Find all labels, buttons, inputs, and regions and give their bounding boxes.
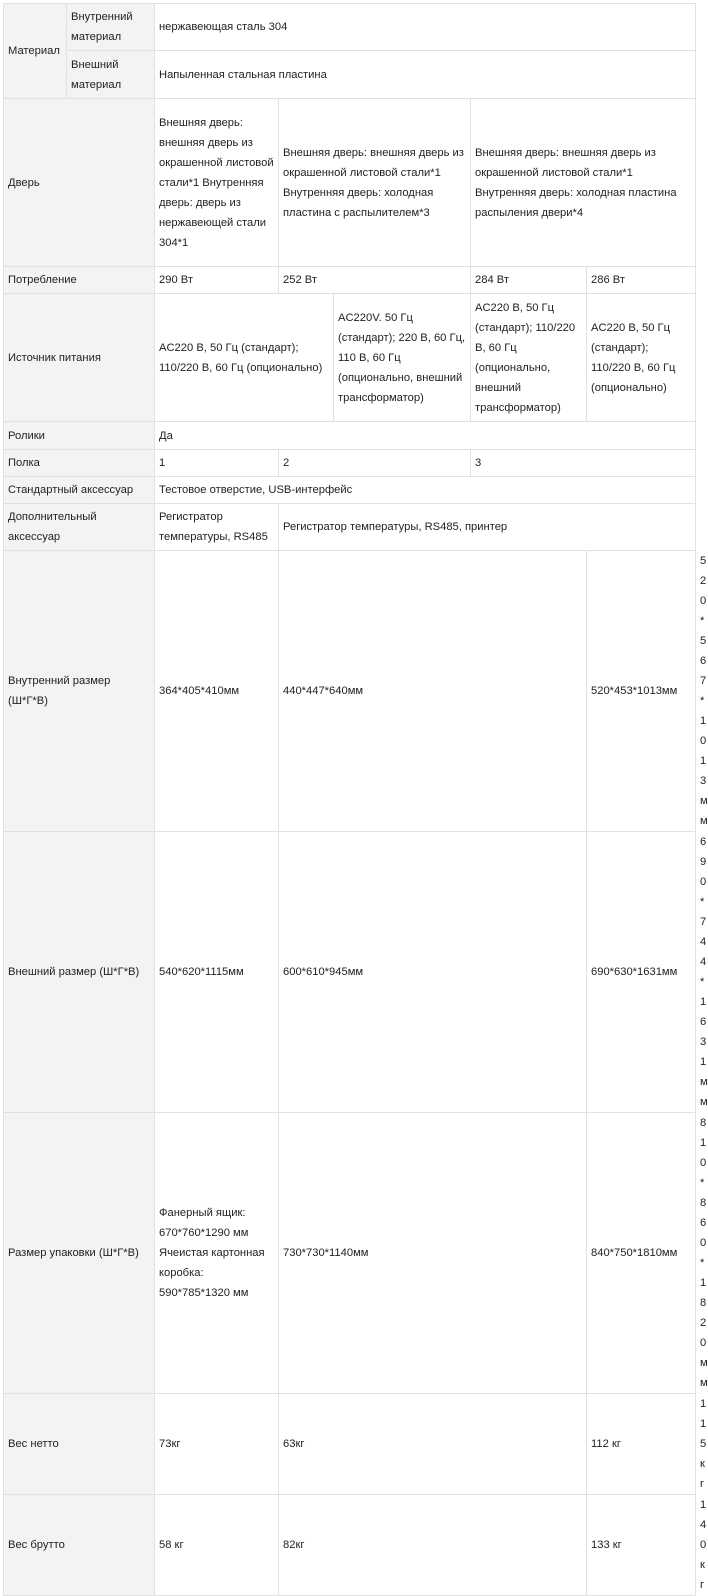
net-weight-value-3: 112 кг <box>587 1394 696 1495</box>
inner-size-value-3: 520*453*1013мм <box>587 551 696 832</box>
row-shelf <box>4 450 696 477</box>
spec-table <box>3 3 708 1596</box>
inner-material-value: нержавеющая сталь 304 <box>155 4 696 51</box>
row-gross-weight: Вес брутто 58 кг 82кг 133 кг 140 кг <box>4 1495 696 1596</box>
consumption-value-2: 252 Вт <box>279 267 471 294</box>
row-consumption <box>4 267 696 294</box>
inner-size-value-1: 364*405*410мм <box>155 551 279 832</box>
net-weight-value-1: 73кг <box>155 1394 279 1495</box>
inner-material-label: Внутренний материал <box>67 4 155 51</box>
row-net-weight: Вес нетто 73кг 63кг 112 кг 115 кг <box>4 1394 696 1495</box>
consumption-value-1: 290 Вт <box>155 267 279 294</box>
row-outer-size: Внешний размер (Ш*Г*В) 540*620*1115мм 600*610*945мм 690*630*1631мм 690*744*1631мм <box>4 832 696 1113</box>
opt-accessory-value-2: Регистратор температуры, RS485, принтер <box>279 504 696 551</box>
net-weight-label: Вес нетто <box>4 1394 155 1495</box>
inner-size-label: Внутренний размер (Ш*Г*В) <box>4 551 155 832</box>
power-value-2: AC220V. 50 Гц (стандарт); 220 В, 60 Гц, 110 В, 60 Гц (опционально, внешний трансформатор) <box>334 294 471 422</box>
row-std-accessory <box>4 477 696 504</box>
power-value-4: AC220 В, 50 Гц (стандарт); 110/220 В, 60 Гц (опционально) <box>587 294 696 422</box>
outer-material-value: Напыленная стальная пластина <box>155 51 696 99</box>
material-label: Материал <box>4 4 67 99</box>
gross-weight-value-3: 133 кг <box>587 1495 696 1596</box>
shelf-value-3: 3 <box>471 450 696 477</box>
consumption-label: Потребление <box>4 267 155 294</box>
row-inner-size: Внутренний размер (Ш*Г*В) 364*405*410мм 440*447*640мм 520*453*1013мм 520*567*1013мм <box>4 551 696 832</box>
gross-weight-value-2: 82кг <box>279 1495 587 1596</box>
row-inner-material <box>4 4 696 51</box>
power-value-1: AC220 В, 50 Гц (стандарт); 110/220 В, 60 Гц (опционально) <box>155 294 334 422</box>
row-door <box>4 99 696 267</box>
door-value-1: Внешняя дверь: внешняя дверь из окрашенной листовой стали*1 Внутренняя дверь: дверь из нержавеющей стали 304*1 <box>155 99 279 267</box>
door-label: Дверь <box>4 99 155 267</box>
gross-weight-label: Вес брутто <box>4 1495 155 1596</box>
package-size-value-1: Фанерный ящик: 670*760*1290 мм Ячеистая картонная коробка: 590*785*1320 мм <box>155 1113 279 1394</box>
row-package-size: Размер упаковки (Ш*Г*В) Фанерный ящик: 670*760*1290 мм Ячеистая картонная коробка: 590*785*1320 мм 730*730*1140мм 840*750*1810мм 810*860*1820мм <box>4 1113 696 1394</box>
opt-accessory-label: Дополнительный аксессуар <box>4 504 155 551</box>
row-outer-material <box>4 51 696 99</box>
opt-accessory-value-1: Регистратор температуры, RS485 <box>155 504 279 551</box>
outer-size-value-3: 690*630*1631мм <box>587 832 696 1113</box>
door-value-2: Внешняя дверь: внешняя дверь из окрашенной листовой стали*1 Внутренняя дверь: холодная пластина с распылителем*3 <box>279 99 471 267</box>
outer-size-value-2: 600*610*945мм <box>279 832 587 1113</box>
std-accessory-label: Стандартный аксессуар <box>4 477 155 504</box>
power-value-3: AC220 В, 50 Гц (стандарт); 110/220 В, 60 Гц (опционально, внешний трансформатор) <box>471 294 587 422</box>
outer-size-label: Внешний размер (Ш*Г*В) <box>4 832 155 1113</box>
shelf-value-1: 1 <box>155 450 279 477</box>
consumption-value-3: 284 Вт <box>471 267 587 294</box>
inner-size-value-2: 440*447*640мм <box>279 551 587 832</box>
shelf-label: Полка <box>4 450 155 477</box>
power-label: Источник питания <box>4 294 155 422</box>
std-accessory-value: Тестовое отверстие, USB-интерфейс <box>155 477 696 504</box>
outer-size-value-1: 540*620*1115мм <box>155 832 279 1113</box>
shelf-value-2: 2 <box>279 450 471 477</box>
package-size-value-3: 840*750*1810мм <box>587 1113 696 1394</box>
package-size-label: Размер упаковки (Ш*Г*В) <box>4 1113 155 1394</box>
casters-value: Да <box>155 422 696 450</box>
casters-label: Ролики <box>4 422 155 450</box>
outer-material-label: Внешний материал <box>67 51 155 99</box>
consumption-value-4: 286 Вт <box>587 267 696 294</box>
row-power <box>4 294 696 422</box>
door-value-3: Внешняя дверь: внешняя дверь из окрашенной листовой стали*1 Внутренняя дверь: холодная пластина распыления двери*4 <box>471 99 696 267</box>
gross-weight-value-1: 58 кг <box>155 1495 279 1596</box>
row-opt-accessory <box>4 504 696 551</box>
row-casters <box>4 422 696 450</box>
net-weight-value-2: 63кг <box>279 1394 587 1495</box>
package-size-value-2: 730*730*1140мм <box>279 1113 587 1394</box>
